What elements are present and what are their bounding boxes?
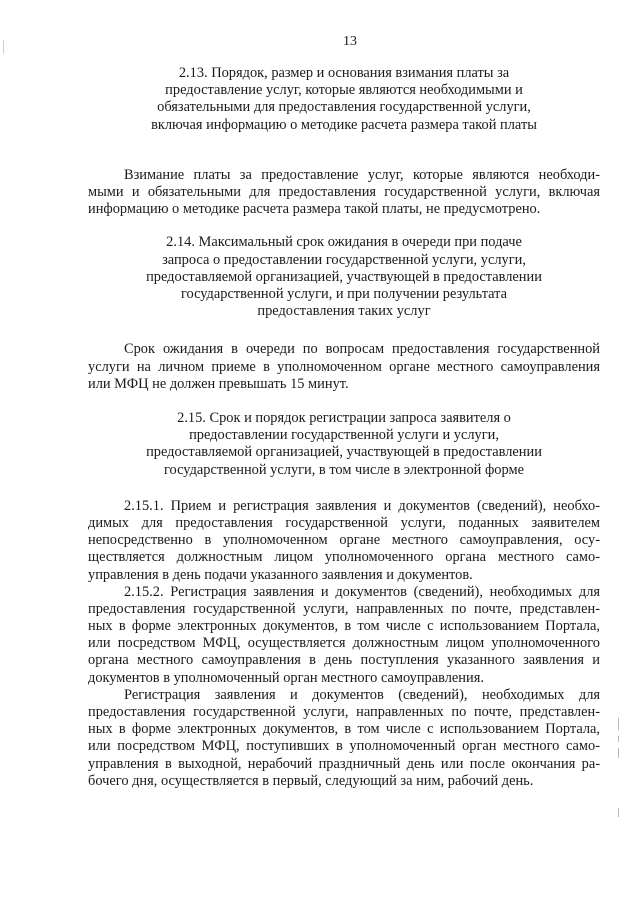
paragraph-line: или МФЦ не должен превышать 15 минут. bbox=[88, 375, 349, 392]
scan-margin-mark bbox=[618, 808, 619, 817]
paragraph-line: управления в день подачи указанного заявления и документов. bbox=[88, 566, 473, 583]
paragraph-line: мыми и обязательными для предоставления государственной услуги, включая bbox=[88, 184, 600, 200]
heading-line: предоставляемой организацией, участвующей в предоставлении bbox=[146, 444, 542, 461]
paragraph-line: непосредственно в уполномоченном органе местного самоуправления, осу- bbox=[88, 532, 600, 549]
scan-margin-mark bbox=[618, 748, 619, 758]
paragraph-2-14 bbox=[88, 341, 600, 393]
paragraph-line: ществляется должностным лицом уполномоченного органа местного само- bbox=[88, 549, 600, 566]
paragraph-line: предоставления государственной услуги, направленных по почте, представлен- bbox=[88, 704, 600, 721]
document-body bbox=[88, 65, 600, 790]
paragraph-line: предоставления государственной услуги, направленных по почте, представлен- bbox=[88, 600, 600, 617]
heading-line: 2.14. Максимальный срок ожидания в очереди при подаче bbox=[166, 234, 522, 251]
heading-line: государственной услуги, и при получении результата bbox=[180, 285, 508, 302]
paragraph-2-15-1 bbox=[88, 498, 600, 584]
heading-line: 2.15. Срок и порядок регистрации запроса заявителя о bbox=[177, 409, 511, 426]
paragraph-2-13 bbox=[88, 167, 600, 219]
paragraph-line: Регистрация заявления и документов (сведений), необходимых для bbox=[124, 686, 600, 703]
section-heading-2-13 bbox=[88, 65, 600, 134]
paragraph-line: 2.15.2. Регистрация заявления и документов (сведений), необходимых для bbox=[124, 583, 600, 600]
paragraph-line: документов в уполномоченный орган местного самоуправления. bbox=[88, 669, 484, 686]
paragraph-line: ных в форме электронных документов, в том числе с использованием Портала, bbox=[88, 721, 600, 738]
paragraph-line: или посредством МФЦ, осуществляется должностным лицом уполномоченного bbox=[88, 635, 600, 652]
paragraph-2-15-2 bbox=[88, 584, 600, 687]
paragraph-registration-offhours bbox=[88, 687, 600, 790]
paragraph-line: димых для предоставления государственной услуги, поданных заявителем bbox=[88, 514, 600, 531]
paragraph-line: управления в выходной, нерабочий праздничный день или после окончания ра- bbox=[88, 755, 600, 772]
scan-margin-mark bbox=[618, 718, 619, 730]
paragraph-line: информацию о методике расчета размера такой платы, не предусмотрено. bbox=[88, 201, 541, 218]
scan-edge-mark bbox=[3, 40, 4, 54]
heading-line: обязательными для предоставления государственной услуги, bbox=[157, 99, 531, 116]
page-number: 13 bbox=[343, 34, 357, 49]
heading-line: предоставлении государственной услуги и услуги, bbox=[189, 427, 499, 444]
heading-line: запроса о предоставлении государственной услуги, услуги, bbox=[162, 251, 526, 268]
paragraph-line: Срок ожидания в очереди по вопросам предоставления государственной bbox=[124, 341, 600, 358]
heading-line: предоставления таких услуг bbox=[257, 303, 431, 320]
paragraph-line: или посредством МФЦ, поступивших в уполномоченный орган местного само- bbox=[88, 738, 600, 755]
heading-line: 2.13. Порядок, размер и основания взимания платы за bbox=[178, 65, 510, 81]
section-heading-2-14 bbox=[88, 234, 600, 320]
paragraph-line: услуги на личном приеме в уполномоченном органе местного самоуправления bbox=[88, 358, 600, 375]
heading-line: включая информацию о методике расчета размера такой платы bbox=[151, 116, 537, 133]
heading-line: государственной услуги, в том числе в электронной форме bbox=[164, 461, 524, 478]
paragraph-line: 2.15.1. Прием и регистрация заявления и документов (сведений), необхо- bbox=[124, 497, 600, 514]
paragraph-line: бочего дня, осуществляется в первый, следующий за ним, рабочий день. bbox=[88, 772, 534, 789]
heading-line: предоставление услуг, которые являются необходимыми и bbox=[165, 82, 523, 99]
scan-margin-mark bbox=[618, 736, 619, 742]
paragraph-line: ных в форме электронных документов, в том числе с использованием Портала, bbox=[88, 618, 600, 635]
paragraph-line: органа местного самоуправления в день поступления указанного заявления и bbox=[88, 652, 600, 669]
heading-line: предоставляемой организацией, участвующей в предоставлении bbox=[146, 268, 542, 285]
paragraph-line: Взимание платы за предоставление услуг, которые являются необходи- bbox=[124, 166, 600, 183]
section-heading-2-15 bbox=[88, 410, 600, 479]
